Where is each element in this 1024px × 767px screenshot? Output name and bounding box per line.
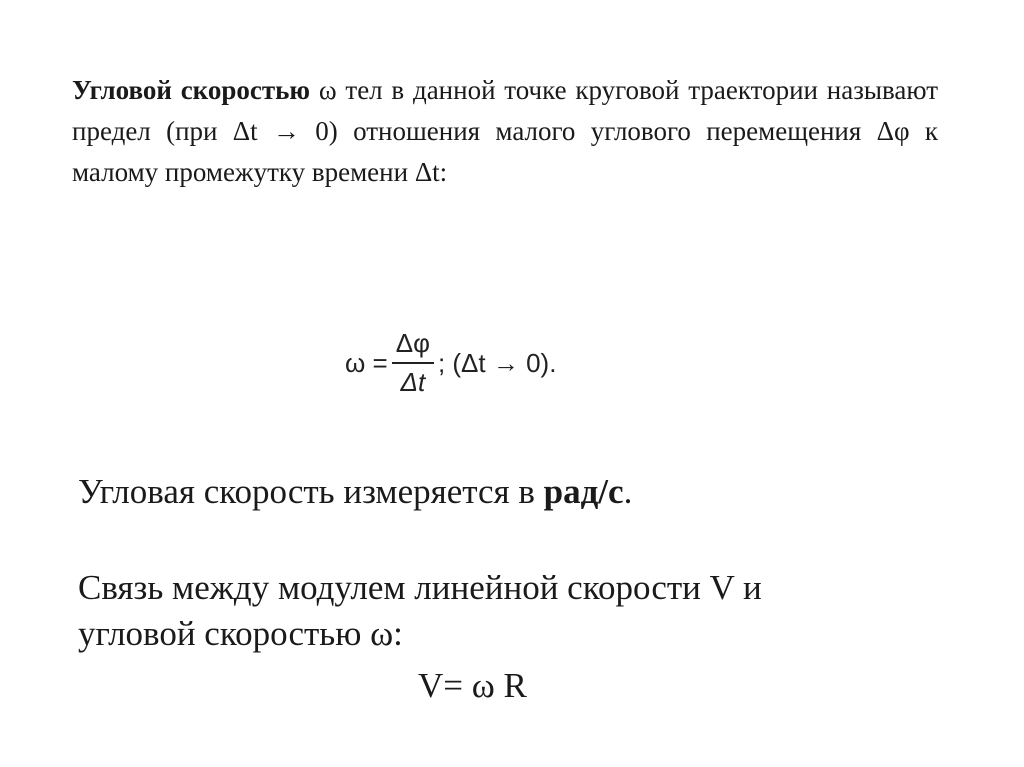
formula-denominator: Δt xyxy=(400,367,426,397)
formula-fraction xyxy=(392,328,434,398)
definition-paragraph xyxy=(72,70,938,193)
units-statement xyxy=(78,470,632,514)
units-value: рад/с xyxy=(543,472,624,511)
units-suffix: . xyxy=(623,472,633,511)
formula-condition: ; (Δt → 0). xyxy=(437,347,557,378)
definition-text: ω тел в данной точке круговой траектории называют предел (при Δt → 0) отношения малого углового перемещения Δφ к малому промежутку времени Δt: xyxy=(72,75,938,187)
relation-line-1: Связь между модулем линейной скорости V и xyxy=(78,568,762,607)
units-prefix: Угловая скорость измеряется в xyxy=(78,472,544,511)
angular-velocity-formula xyxy=(345,318,556,408)
relation-line-2: угловой скоростью ω: xyxy=(78,614,403,653)
formula-lhs: ω = xyxy=(345,347,388,378)
relation-equation: V= ω R xyxy=(418,666,527,705)
formula-numerator: Δφ xyxy=(395,328,430,358)
definition-term: Угловой скоростью xyxy=(72,75,311,105)
